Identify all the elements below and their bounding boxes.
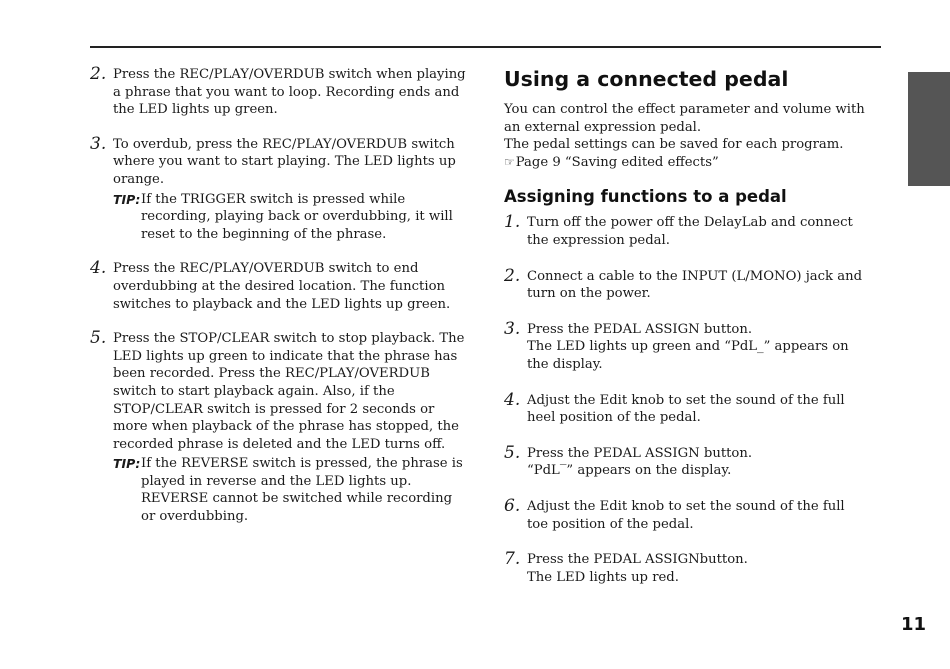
step-3-left xyxy=(90,133,470,244)
right-column xyxy=(504,66,869,604)
step-text: Press the PEDAL ASSIGN button. xyxy=(527,321,753,337)
step-1-right xyxy=(504,214,869,249)
step-7-right xyxy=(504,551,869,586)
step-text: Press the REC/PLAY/OVERDUB switch when playing a phrase that you want to loop. Recording ends and the LED lights up green. xyxy=(113,67,466,118)
step-text: Press the STOP/CLEAR switch to stop playback. The LED lights up green to indicate that the phrase has been recorded. Press the REC/PLAY/OVERDUB switch to start playback again. Also, if the STOP/CLEAR switch is pressed for 2 seconds or more when playback of the phrase has stopped, the recorded phrase is deleted and the LED turns off. xyxy=(113,331,465,452)
step-3-right xyxy=(504,318,869,374)
step-text: Connect a cable to the INPUT (L/MONO) jack and turn on the power. xyxy=(527,268,863,302)
tip-note xyxy=(113,191,470,244)
step-number: 4. xyxy=(504,389,521,410)
step-2-right xyxy=(504,265,869,303)
step-text: Press the REC/PLAY/OVERDUB switch to end overdubbing at the desired location. The function switches to playback and the LED lights up green. xyxy=(113,261,451,312)
page-reference-text: Page 9 “Saving edited effects” xyxy=(515,154,719,170)
step-text: Press the PEDAL ASSIGNbutton. xyxy=(527,552,748,568)
step-4-left xyxy=(90,260,470,313)
step-text: Adjust the Edit knob to set the sound of the full toe position of the pedal. xyxy=(527,498,845,532)
tip-label: TIP: xyxy=(113,456,141,472)
step-text: To overdub, press the REC/PLAY/OVERDUB switch where you want to start playing. The LED lights up orange. xyxy=(113,136,456,187)
pointing-hand-icon: ☞ xyxy=(504,154,515,169)
step-result-text: “PdL‾” appears on the display. xyxy=(527,463,732,479)
step-number: 3. xyxy=(504,318,521,339)
step-number: 4. xyxy=(90,258,107,279)
page-reference[interactable] xyxy=(504,154,869,172)
left-column xyxy=(90,66,470,543)
subsection-title: Assigning functions to a pedal xyxy=(504,187,787,207)
step-number: 2. xyxy=(504,265,521,286)
step-5-left xyxy=(90,330,470,526)
step-number: 1. xyxy=(504,212,521,233)
step-number: 5. xyxy=(504,442,521,463)
step-number: 7. xyxy=(504,549,521,570)
step-text: Press the PEDAL ASSIGN button. xyxy=(527,445,753,461)
section-intro xyxy=(504,101,869,171)
tip-note xyxy=(113,455,470,525)
step-4-right xyxy=(504,389,869,427)
step-number: 6. xyxy=(504,495,521,516)
step-text: Turn off the power off the DelayLab and connect the expression pedal. xyxy=(527,215,853,248)
page-number: 11 xyxy=(900,614,926,635)
step-2-left xyxy=(90,66,470,119)
tip-text: If the TRIGGER switch is pressed while recording, playing back or overdubbing, it will reset to the beginning of the phrase. xyxy=(141,191,453,242)
step-6-right xyxy=(504,495,869,533)
step-result-text: The LED lights up green and “PdL_” appears on the display. xyxy=(527,339,849,372)
step-number: 3. xyxy=(90,133,107,154)
step-number: 2. xyxy=(90,64,107,84)
tip-label: TIP: xyxy=(113,191,141,207)
step-5-right xyxy=(504,442,869,480)
step-number: 5. xyxy=(90,328,107,349)
intro-line-2: The pedal settings can be saved for each program. xyxy=(504,137,844,153)
tip-text: If the REVERSE switch is pressed, the phrase is played in reverse and the LED lights up. REVERSE cannot be switched while recording or overdubbing. xyxy=(141,456,463,525)
section-tab-marker xyxy=(908,72,950,186)
step-result-text: The LED lights up red. xyxy=(527,569,679,585)
intro-line-1: You can control the effect parameter and volume with an external expression pedal. xyxy=(504,102,865,135)
step-text: Adjust the Edit knob to set the sound of the full heel position of the pedal. xyxy=(527,392,845,426)
header-rule xyxy=(90,46,881,48)
section-title: Using a connected pedal xyxy=(504,67,789,91)
